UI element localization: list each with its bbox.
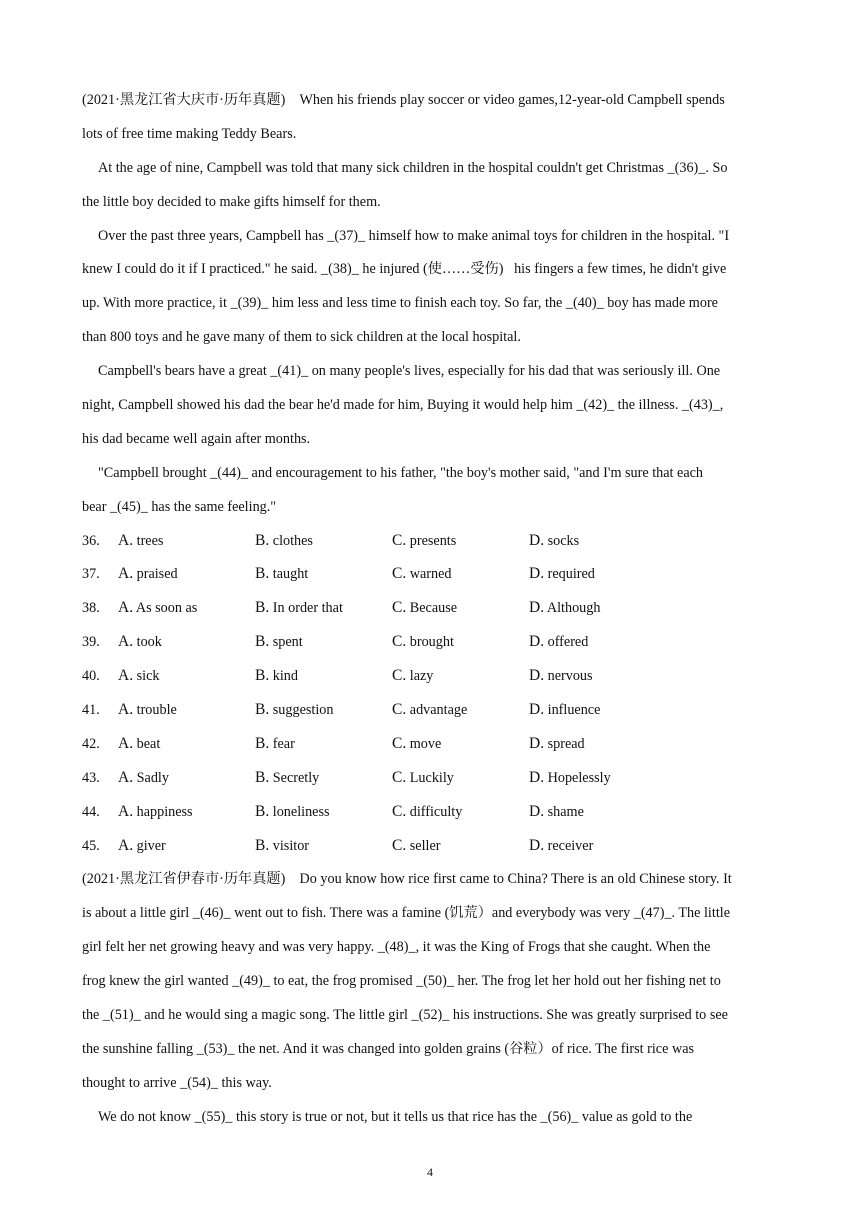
answer-option[interactable] bbox=[255, 697, 392, 723]
option-letter: B. bbox=[255, 734, 270, 752]
passage-line: lots of free time making Teddy Bears. bbox=[82, 125, 297, 142]
option-letter: B. bbox=[255, 565, 270, 583]
option-text: Hopelessly bbox=[547, 769, 611, 786]
passage-line: bear _(45)_ has the same feeling." bbox=[82, 498, 277, 515]
option-letter: A. bbox=[118, 565, 134, 583]
answer-option[interactable] bbox=[529, 528, 579, 554]
option-letter: C. bbox=[392, 599, 407, 617]
option-text: happiness bbox=[136, 803, 193, 820]
answer-option[interactable] bbox=[255, 833, 392, 859]
answer-option[interactable] bbox=[392, 595, 529, 621]
answer-option[interactable] bbox=[118, 528, 255, 554]
option-text: taught bbox=[272, 566, 309, 583]
option-letter: B. bbox=[255, 768, 270, 786]
question-number: 45. bbox=[82, 837, 100, 854]
option-letter: B. bbox=[255, 531, 270, 549]
option-text: suggestion bbox=[272, 702, 334, 719]
option-letter: D. bbox=[529, 633, 545, 651]
passage-line: (2021·黑龙江省伊春市·历年真题) Do you know how rice first came to China? There is an old Chinese story. It bbox=[82, 871, 732, 888]
option-letter: A. bbox=[118, 531, 134, 549]
option-letter: C. bbox=[392, 768, 407, 786]
passage-line: than 800 toys and he gave many of them to sick children at the local hospital. bbox=[82, 329, 521, 346]
option-letter: A. bbox=[118, 836, 134, 854]
answer-option[interactable] bbox=[255, 561, 392, 587]
answer-option[interactable] bbox=[529, 697, 600, 723]
passage-line: night, Campbell showed his dad the bear he'd made for him, Buying it would help him _(42)_ the illness. _(43)_, bbox=[82, 397, 724, 414]
option-text: trouble bbox=[136, 702, 177, 719]
option-text: beat bbox=[136, 735, 161, 752]
passage-line: frog knew the girl wanted _(49)_ to eat, the frog promised _(50)_ her. The frog let her hold out her fishing net to bbox=[82, 973, 721, 990]
passage-line: the sunshine falling _(53)_ the net. And it was changed into golden grains (谷粒）of rice. The first rice was bbox=[82, 1040, 695, 1057]
option-text: warned bbox=[409, 566, 452, 583]
question-row bbox=[82, 663, 782, 697]
answer-option[interactable] bbox=[392, 629, 529, 655]
option-letter: B. bbox=[255, 701, 270, 719]
answer-option[interactable] bbox=[529, 561, 595, 587]
option-letter: D. bbox=[529, 802, 545, 820]
answer-option[interactable] bbox=[118, 765, 255, 791]
option-text: Sadly bbox=[136, 769, 169, 786]
answer-option[interactable] bbox=[392, 663, 529, 689]
answer-option[interactable] bbox=[255, 731, 392, 757]
option-text: move bbox=[409, 735, 442, 752]
answer-option[interactable] bbox=[392, 799, 529, 825]
option-text: spent bbox=[272, 634, 303, 651]
option-letter: B. bbox=[255, 633, 270, 651]
option-letter: A. bbox=[118, 667, 134, 685]
option-text: spread bbox=[547, 735, 585, 752]
option-letter: C. bbox=[392, 565, 407, 583]
answer-option[interactable] bbox=[529, 731, 585, 757]
passage-line: Over the past three years, Campbell has _(37)_ himself how to make animal toys for children in the hospital. "I bbox=[98, 227, 730, 244]
option-text: presents bbox=[409, 532, 457, 549]
question-number: 43. bbox=[82, 769, 100, 786]
passage-line: thought to arrive _(54)_ this way. bbox=[82, 1074, 272, 1091]
option-text: advantage bbox=[409, 702, 468, 719]
option-text: visitor bbox=[272, 837, 310, 854]
answer-option[interactable] bbox=[529, 833, 593, 859]
answer-option[interactable] bbox=[392, 833, 529, 859]
answer-option[interactable] bbox=[529, 663, 593, 689]
option-letter: B. bbox=[255, 599, 270, 617]
option-letter: A. bbox=[118, 802, 134, 820]
answer-option[interactable] bbox=[118, 663, 255, 689]
option-text: loneliness bbox=[272, 803, 330, 820]
option-text: Although bbox=[546, 600, 601, 617]
option-text: Because bbox=[409, 600, 458, 617]
option-text: required bbox=[547, 566, 595, 583]
question-number: 44. bbox=[82, 803, 100, 820]
passage-line: is about a little girl _(46)_ went out to fish. There was a famine (饥荒）and everybody was very _(47)_. The little bbox=[82, 905, 730, 922]
answer-option[interactable] bbox=[118, 629, 255, 655]
option-text: kind bbox=[272, 668, 298, 685]
option-letter: D. bbox=[529, 531, 545, 549]
option-letter: D. bbox=[529, 701, 545, 719]
answer-option[interactable] bbox=[118, 595, 255, 621]
answer-option[interactable] bbox=[392, 528, 529, 554]
question-row bbox=[82, 561, 782, 595]
answer-option[interactable] bbox=[529, 765, 611, 791]
option-letter: C. bbox=[392, 701, 407, 719]
answer-option[interactable] bbox=[118, 799, 255, 825]
option-letter: B. bbox=[255, 667, 270, 685]
question-number: 40. bbox=[82, 668, 100, 685]
question-row bbox=[82, 595, 782, 629]
option-letter: C. bbox=[392, 734, 407, 752]
answer-option[interactable] bbox=[529, 629, 588, 655]
answer-option[interactable] bbox=[255, 595, 392, 621]
option-letter: D. bbox=[529, 734, 545, 752]
option-letter: A. bbox=[118, 599, 134, 617]
option-text: clothes bbox=[272, 532, 313, 549]
answer-option[interactable] bbox=[392, 731, 529, 757]
option-text: lazy bbox=[409, 668, 434, 685]
passage-line: the little boy decided to make gifts himself for them. bbox=[82, 193, 381, 210]
question-row bbox=[82, 697, 782, 731]
option-letter: D. bbox=[529, 599, 545, 617]
option-text: Luckily bbox=[409, 769, 454, 786]
option-text: brought bbox=[409, 634, 454, 651]
answer-option[interactable] bbox=[529, 595, 600, 621]
question-number: 36. bbox=[82, 532, 100, 549]
option-text: fear bbox=[272, 735, 295, 752]
option-letter: C. bbox=[392, 531, 407, 549]
option-text: trees bbox=[136, 532, 164, 549]
option-text: giver bbox=[136, 837, 166, 854]
option-letter: A. bbox=[118, 701, 134, 719]
option-letter: C. bbox=[392, 633, 407, 651]
question-number: 41. bbox=[82, 702, 100, 719]
option-text: Secretly bbox=[272, 769, 320, 786]
passage-line: knew I could do it if I practiced." he said. _(38)_ he injured (使……受伤) his fingers a few times, he didn't give bbox=[82, 261, 727, 278]
question-row bbox=[82, 799, 782, 833]
option-text: influence bbox=[547, 702, 601, 719]
option-text: difficulty bbox=[409, 803, 463, 820]
option-letter: B. bbox=[255, 836, 270, 854]
option-letter: C. bbox=[392, 836, 407, 854]
answer-option[interactable] bbox=[255, 629, 392, 655]
answer-option[interactable] bbox=[255, 528, 392, 554]
option-letter: B. bbox=[255, 802, 270, 820]
passage-line: We do not know _(55)_ this story is true or not, but it tells us that rice has the _(56)_ value as gold to the bbox=[98, 1108, 693, 1125]
question-row bbox=[82, 765, 782, 799]
answer-option[interactable] bbox=[118, 833, 255, 859]
option-text: took bbox=[136, 634, 162, 651]
option-text: shame bbox=[547, 803, 584, 820]
option-text: sick bbox=[136, 668, 160, 685]
passage-line: "Campbell brought _(44)_ and encouragement to his father, "the boy's mother said, "and I'm sure that each bbox=[98, 464, 704, 481]
option-letter: C. bbox=[392, 667, 407, 685]
question-number: 38. bbox=[82, 600, 100, 617]
option-text: As soon as bbox=[135, 600, 198, 617]
option-letter: C. bbox=[392, 802, 407, 820]
option-text: socks bbox=[547, 532, 580, 549]
answer-option[interactable] bbox=[392, 561, 529, 587]
answer-option[interactable] bbox=[529, 799, 584, 825]
option-letter: D. bbox=[529, 667, 545, 685]
answer-option[interactable] bbox=[255, 765, 392, 791]
option-letter: A. bbox=[118, 633, 134, 651]
text-body bbox=[82, 87, 782, 1138]
answer-option[interactable] bbox=[392, 697, 529, 723]
option-text: receiver bbox=[547, 837, 594, 854]
option-text: nervous bbox=[547, 668, 593, 685]
answer-option[interactable] bbox=[255, 799, 392, 825]
passage-line: (2021·黑龙江省大庆市·历年真题) When his friends play soccer or video games,12-year-old Campbell spends bbox=[82, 92, 725, 108]
answer-option[interactable] bbox=[255, 663, 392, 689]
question-row bbox=[82, 629, 782, 663]
answer-option[interactable] bbox=[118, 561, 255, 587]
question-number: 39. bbox=[82, 634, 100, 651]
page-number: 4 bbox=[427, 1165, 433, 1179]
option-letter: D. bbox=[529, 836, 545, 854]
option-letter: A. bbox=[118, 734, 134, 752]
option-text: offered bbox=[547, 634, 589, 651]
option-text: praised bbox=[136, 566, 178, 583]
option-letter: D. bbox=[529, 565, 545, 583]
option-letter: D. bbox=[529, 768, 545, 786]
passage-line: up. With more practice, it _(39)_ him less and less time to finish each toy. So far, the _(40)_ boy has made more bbox=[82, 295, 718, 312]
question-row bbox=[82, 528, 782, 562]
question-row bbox=[82, 731, 782, 765]
passage-line: his dad became well again after months. bbox=[82, 430, 311, 447]
passage-line: girl felt her net growing heavy and was very happy. _(48)_, it was the King of Frogs that she caught. When the bbox=[82, 939, 711, 956]
option-letter: A. bbox=[118, 768, 134, 786]
question-row bbox=[82, 833, 782, 867]
question-number: 42. bbox=[82, 735, 100, 752]
answer-option[interactable] bbox=[118, 731, 255, 757]
answer-option[interactable] bbox=[118, 697, 255, 723]
passage-line: Campbell's bears have a great _(41)_ on many people's lives, especially for his dad that was seriously ill. One bbox=[98, 363, 721, 380]
passage-line: At the age of nine, Campbell was told that many sick children in the hospital couldn't get Christmas _(36)_. So bbox=[98, 159, 728, 176]
option-text: seller bbox=[409, 837, 441, 854]
passage-line: the _(51)_ and he would sing a magic song. The little girl _(52)_ his instructions. She was greatly surprised to see bbox=[82, 1007, 728, 1024]
question-number: 37. bbox=[82, 566, 100, 583]
option-text: In order that bbox=[272, 600, 343, 617]
answer-option[interactable] bbox=[392, 765, 529, 791]
